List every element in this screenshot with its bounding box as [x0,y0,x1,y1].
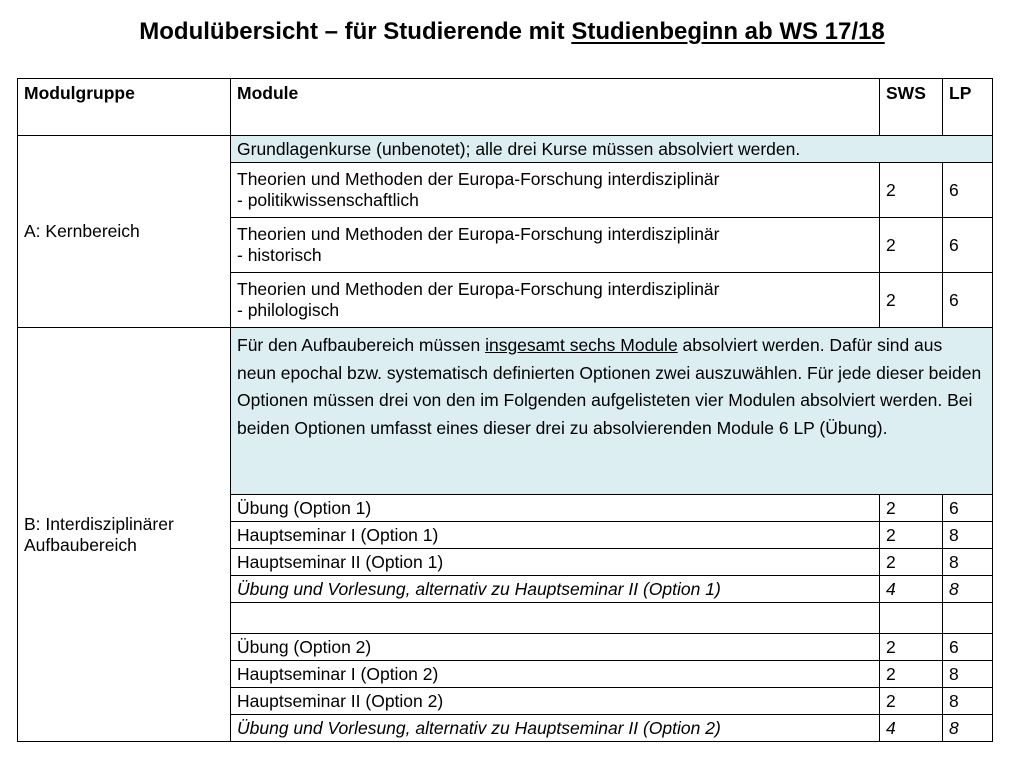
lp-cell: 8 [943,576,993,603]
group-a-note: Grundlagenkurse (unbenotet); alle drei Kurse müssen absolviert werden. [231,136,993,163]
sws-cell: 2 [880,688,943,715]
note-underlined: insgesamt sechs Module [485,335,678,355]
sws-cell: 2 [880,273,943,328]
sws-cell: 2 [880,495,943,522]
sws-cell: 2 [880,163,943,218]
module-line1: Theorien und Methoden der Europa-Forschung interdisziplinär [237,169,720,189]
module-cell: Hauptseminar I (Option 2) [231,661,880,688]
module-cell [231,273,880,328]
module-line1: Theorien und Methoden der Europa-Forschung interdisziplinär [237,224,720,244]
module-cell: Übung (Option 2) [231,634,880,661]
sws-cell: 2 [880,522,943,549]
lp-cell: 6 [943,273,993,328]
sws-cell: 4 [880,715,943,742]
empty-cell [880,603,943,634]
table-row [18,136,993,163]
group-b-label-line1: B: Interdisziplinärer [24,513,174,534]
note-part1: Für den Aufbaubereich müssen [237,335,486,355]
empty-cell [943,603,993,634]
lp-cell: 8 [943,522,993,549]
module-cell: Hauptseminar II (Option 2) [231,688,880,715]
module-cell: Hauptseminar I (Option 1) [231,522,880,549]
sws-cell: 4 [880,576,943,603]
sws-cell: 2 [880,661,943,688]
module-cell: Übung und Vorlesung, alternativ zu Hauptseminar II (Option 2) [231,715,880,742]
lp-cell: 6 [943,163,993,218]
lp-cell: 8 [943,661,993,688]
page-title [0,18,1024,46]
module-line2: - historisch [237,245,322,265]
title-prefix: Modulübersicht – für Studierende mit [139,18,572,45]
note-part2: absolviert werden. Dafür sind aus neun epochal bzw. systematisch definierten Optionen zwei auszuwählen. Für jede dieser beiden Optionen müssen drei von den im Folgenden aufgelisteten vier Modulen absolviert werden. Bei beiden Optionen umfasst eines dieser drei zu absolvierenden Module 6 LP (Übung). [237,335,982,438]
lp-cell: 8 [943,715,993,742]
empty-cell [231,603,880,634]
header-module: Module [231,79,880,136]
header-lp: LP [943,79,993,136]
header-sws: SWS [880,79,943,136]
module-cell [231,163,880,218]
sws-cell: 2 [880,218,943,273]
module-line1: Theorien und Methoden der Europa-Forschung interdisziplinär [237,279,720,299]
table-row [18,328,993,495]
header-group: Modulgruppe [18,79,231,136]
sws-cell: 2 [880,634,943,661]
module-cell: Hauptseminar II (Option 1) [231,549,880,576]
lp-cell: 8 [943,549,993,576]
group-b-label-line2: Aufbaubereich [24,534,137,555]
module-line2: - philologisch [237,300,340,320]
group-b-note [231,328,993,495]
lp-cell: 8 [943,688,993,715]
table-header-row [18,79,993,136]
sws-cell: 2 [880,549,943,576]
module-table [17,78,993,742]
lp-cell: 6 [943,634,993,661]
lp-cell: 6 [943,495,993,522]
group-a-label: A: Kernbereich [18,136,231,328]
group-b-label [18,328,231,742]
module-cell: Übung und Vorlesung, alternativ zu Hauptseminar II (Option 1) [231,576,880,603]
module-cell: Übung (Option 1) [231,495,880,522]
module-line2: - politikwissenschaftlich [237,190,419,210]
lp-cell: 6 [943,218,993,273]
module-cell [231,218,880,273]
title-underlined: Studienbeginn ab WS 17/18 [571,18,885,45]
